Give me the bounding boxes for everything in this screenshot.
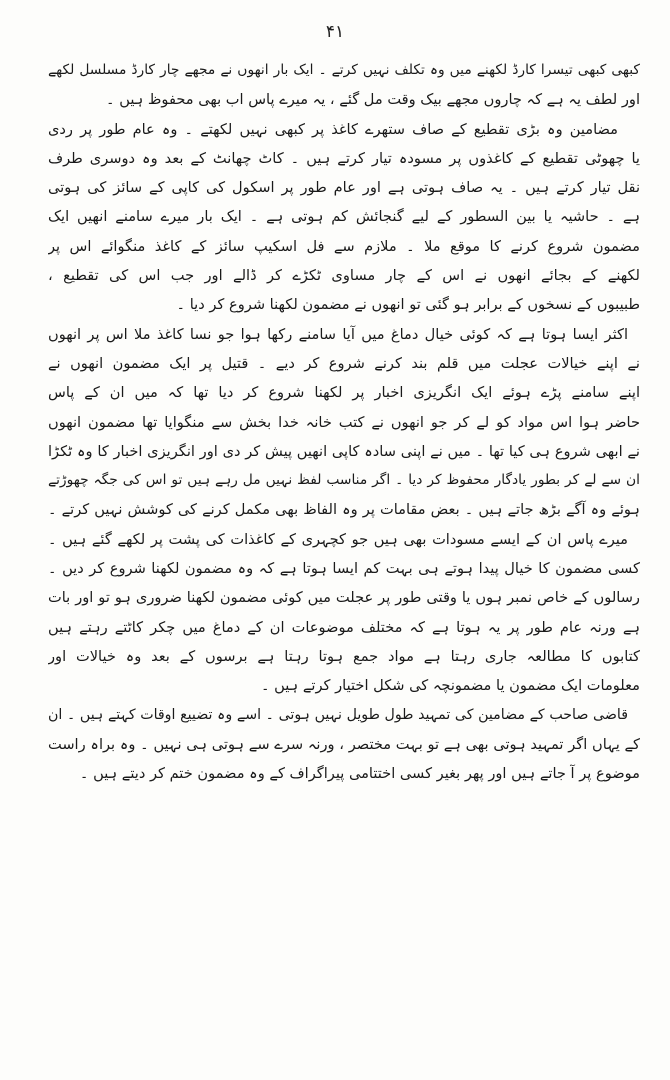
text-line: قاضی صاحب کے مضامین کی تمہید طول طویل نہیں ہوتی ۔ اسے وہ تضییع اوقات کہتے ہیں ۔ ان xyxy=(48,706,628,723)
text-line: نے اپنے خیالات عجلت میں قلم بند کرنے شروع کر دیے ۔ قتیل پر ایک مضمون انھوں نے xyxy=(48,354,640,372)
text-line: نے ابھی شروع ہی کیا تھا ۔ میں نے اپنی سادہ کاپی انھیں پیش کر دی اور انگریزی اخبار کا وہ ٹکڑا xyxy=(48,442,640,460)
text-line: ان سے لے کر بطور یادگار محفوظ کر دیا ۔ اگر مناسب لفظ نہیں مل رہے ہیں تو اس کی جگہ چھوڑتے xyxy=(48,472,640,489)
page-number: ۴۱ xyxy=(325,22,345,42)
text-line: اور لطف یہ ہے کہ چاروں مجھے بیک وقت مل گئے ، یہ میرے پاس اب بھی محفوظ ہیں ۔ xyxy=(106,91,640,109)
text-line: طبیبوں کے نسخوں کے برابر ہو گئی تو انھوں نے مضمون لکھنا شروع کر دیا ۔ xyxy=(176,296,640,314)
text-line: مضمون شروع کرنے کا موقع ملا ۔ ملازم سے فل اسکیپ سائز کے کاغذ منگوائے اس پر xyxy=(48,237,640,255)
text-line: مضامین وہ بڑی تقطیع کے صاف ستھرے کاغذ پر کبھی نہیں لکھتے ۔ وہ عام طور پر ردی xyxy=(48,120,618,138)
text-line: یا چھوٹی تقطیع کے کاغذوں پر مسودہ تیار کرتے ہیں ۔ کاٹ چھانٹ کے بعد وہ دوسری طرف xyxy=(48,149,640,167)
text-line: اکثر ایسا ہوتا ہے کہ کوئی خیال دماغ میں آیا سامنے رکھا ہوا جو نسا کاغذ ملا اس پر انھوں xyxy=(48,325,628,343)
text-line: حاضر ہوا اس مواد کو لے کر جو انھوں نے کتب خانہ خدا بخش سے منگوایا تھا مضمون انھوں xyxy=(48,413,640,431)
text-line: موضوع پر آ جاتے ہیں اور پھر بغیر کسی اختتامی پیراگراف کے وہ مضمون ختم کر دیتے ہیں ۔ xyxy=(79,765,640,783)
text-line: کسی مضمون کا خیال پیدا ہوتے ہی بہت کم ایسا ہوتا ہے کہ وہ مضمون لکھنا شروع کر دیں ۔ xyxy=(48,560,640,578)
text-line: کے یہاں اگر تمہید ہوتی بھی ہے تو بہت مختصر ، ورنہ سرے سے ہوتی ہی نہیں ۔ وہ براہ راست xyxy=(48,735,640,753)
text-line: معلومات ایک مضمون یا مضمونچہ کی شکل اختیار کرتے ہیں ۔ xyxy=(260,677,640,695)
text-line: لکھنے کے بجائے انھوں نے اس کے چار مساوی ٹکڑے کر ڈالے اور جب اس کی تقطیع ، xyxy=(48,267,640,285)
text-line: کبھی کبھی تیسرا کارڈ لکھنے میں وہ تکلف نہیں کرتے ۔ ایک بار انھوں نے مجھے چار کارڈ مسلسل لکھے xyxy=(48,62,640,78)
text-line: اپنے سامنے پڑے ہوئے ایک انگریزی اخبار پر لکھنا شروع کر دیا تھا کہ میں ان کے پاس xyxy=(48,384,640,402)
text-line: ہوئے وہ آگے بڑھ جاتے ہیں ۔ بعض مقامات پر وہ الفاظ بھی مکمل کرنے کی کوشش نہیں کرتے ۔ xyxy=(48,501,640,519)
text-line: ہے ۔ حاشیہ یا بین السطور کے لیے گنجائش کم ہوتی ہے ۔ ایک بار میرے سامنے انھیں ایک xyxy=(48,208,640,226)
body-text xyxy=(48,56,640,788)
text-line: رسالوں کے خاص نمبر ہوں یا وقتی طور پر عجلت میں کوئی مضمون لکھنا ضروری ہو تو اور بات xyxy=(48,589,640,607)
text-line: کتابوں کا مطالعہ جاری رہتا ہے مواد جمع ہوتا رہتا ہے برسوں کے بعد وہ خیالات اور xyxy=(48,647,640,665)
text-line: ہے ورنہ عام طور پر یہ ہوتا ہے کہ مختلف موضوعات ان کے دماغ میں چکر کاٹتے رہتے ہیں xyxy=(48,618,640,636)
text-line: نقل تیار کرتے ہیں ۔ یہ صاف ہوتی ہے اور عام طور پر اسکول کی کاپی کے سائز کی ہوتی xyxy=(48,179,640,197)
text-line: میرے پاس ان کے ایسے مسودات بھی ہیں جو کچہری کے کاغذات کی پشت پر لکھے گئے ہیں ۔ xyxy=(48,530,628,548)
